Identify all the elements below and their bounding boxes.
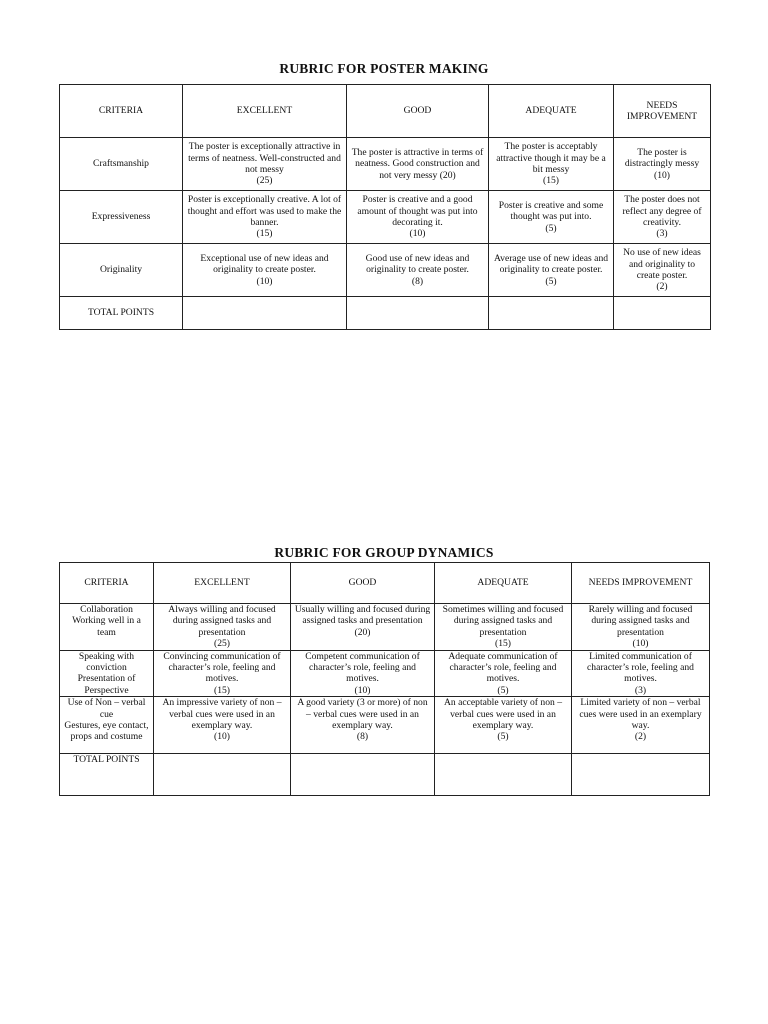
cell-description: An acceptable variety of non – verbal cues were used in an exemplary way. [443,697,562,732]
header-excellent: EXCELLENT [183,85,347,138]
total-good-cell [347,297,489,330]
cell-description: The poster is attractive in terms of neatness. Good construction and not very messy (20) [351,146,484,181]
cell-points: (3) [656,228,668,240]
header-good: GOOD [347,85,489,138]
excellent-cell [154,604,291,651]
excellent-cell [183,244,347,297]
poster-rubric-table [59,84,711,330]
good-cell [291,697,435,754]
total-points-label: TOTAL POINTS [60,754,154,796]
criteria-name: Collaboration [80,604,133,615]
total-points-row [60,297,711,330]
cell-description: Poster is creative and some thought was put into. [498,199,604,223]
adequate-cell [489,244,614,297]
cell-description: The poster does not reflect any degree of creativity. [622,194,702,228]
header-criteria: CRITERIA [60,563,154,604]
cell-description: Competent communication of character’s role, feeling and motives. [305,650,420,685]
cell-description: Adequate communication of character’s role, feeling and motives. [448,650,558,685]
total-adequate-cell [435,754,572,796]
adequate-cell [489,191,614,244]
excellent-cell [154,650,291,697]
adequate-cell [489,138,614,191]
criteria-detail: Gestures, eye contact, props and costume [64,720,149,743]
needs-improvement-cell [614,138,711,191]
good-cell [291,650,435,697]
poster-rubric-title: RUBRIC FOR POSTER MAKING [279,61,489,76]
criteria-detail: Presentation of Perspective [77,673,136,696]
needs-improvement-cell [614,244,711,297]
cell-description: Rarely willing and focused during assigned tasks and presentation [588,604,693,638]
total-excellent-cell [154,754,291,796]
cell-points: (10) [654,169,670,181]
cell-points: (15) [214,684,230,696]
cell-points: (2) [656,281,668,293]
cell-points: (10) [354,684,371,696]
table-header-row [60,85,711,138]
criteria-cell [60,650,154,697]
header-excellent: EXCELLENT [154,563,291,604]
cell-points: (5) [497,684,509,696]
cell-description: Always willing and focused during assigned tasks and presentation [168,604,276,638]
table-row [60,244,711,297]
cell-description: The poster is acceptably attractive though it may be a bit messy [496,141,606,175]
excellent-cell [154,697,291,754]
criteria-cell: Expressiveness [60,191,183,244]
cell-points: (10) [214,731,230,743]
criteria-cell [60,604,154,651]
cell-description: Limited communication of character’s role, feeling and motives. [587,650,694,685]
good-cell [291,604,435,651]
cell-description: Average use of new ideas and originality to create poster. [493,252,609,276]
needs-improvement-cell [572,650,710,697]
cell-description: A good variety (3 or more) of non – verbal cues were used in an exemplary way. [297,697,428,732]
header-needs-improvement: NEEDS IMPROVEMENT [614,85,711,138]
table-row [60,604,710,651]
total-needs-improvement-cell [572,754,710,796]
cell-points: (5) [545,222,557,234]
cell-description: Usually willing and focused during assigned tasks and presentation [294,604,431,627]
total-adequate-cell [489,297,614,330]
cell-description: Limited variety of non – verbal cues were used in an exemplary way. [579,697,702,732]
header-criteria: CRITERIA [60,85,183,138]
table-row [60,697,710,754]
header-adequate: ADEQUATE [489,85,614,138]
total-points-label: TOTAL POINTS [60,297,183,330]
cell-description: An impressive variety of non – verbal cues were used in an exemplary way. [162,697,282,732]
table-header-row [60,563,710,604]
cell-description: Convincing communication of character’s role, feeling and motives. [163,650,281,685]
criteria-cell: Craftsmanship [60,138,183,191]
header-needs-improvement: NEEDS IMPROVEMENT [572,563,710,604]
total-points-row [60,754,710,796]
header-good: GOOD [291,563,435,604]
cell-points: (10) [256,275,273,287]
cell-points: (8) [411,275,424,287]
criteria-cell [60,697,154,754]
cell-points: (5) [545,275,557,287]
total-needs-improvement-cell [614,297,711,330]
cell-description: Poster is exceptionally creative. A lot of thought and effort was used to make the banner. [187,194,342,228]
cell-description: Poster is creative and a good amount of thought was put into decorating it. [357,194,478,228]
good-cell [347,191,489,244]
total-excellent-cell [183,297,347,330]
needs-improvement-cell [614,191,711,244]
cell-description: Good use of new ideas and originality to create poster. [365,252,470,276]
cell-description: No use of new ideas and originality to create poster. [623,247,701,281]
needs-improvement-cell [572,697,710,754]
good-cell [347,138,489,191]
excellent-cell [183,138,347,191]
criteria-detail: Working well in a team [72,615,141,638]
total-good-cell [291,754,435,796]
needs-improvement-cell [572,604,710,651]
group-rubric-title: RUBRIC FOR GROUP DYNAMICS [274,545,494,560]
adequate-cell [435,697,572,754]
adequate-cell [435,604,572,651]
cell-description: Exceptional use of new ideas and originality to create poster. [200,252,329,276]
table-row [60,650,710,697]
cell-points: (8) [356,731,369,743]
cell-points: (15) [543,175,559,187]
table-row [60,138,711,191]
criteria-cell: Originality [60,244,183,297]
cell-description: The poster is exceptionally attractive in terms of neatness. Well-constructed and not messy [188,141,341,175]
cell-points: (25) [256,175,273,187]
cell-points: (25) [214,638,230,650]
cell-points: (3) [634,684,647,696]
cell-points: (10) [409,228,426,240]
cell-description: The poster is distractingly messy [624,146,700,170]
criteria-name: Speaking with conviction [78,650,135,674]
cell-points: (15) [256,228,273,240]
cell-points: (15) [495,638,511,650]
excellent-cell [183,191,347,244]
header-adequate: ADEQUATE [435,563,572,604]
table-row [60,191,711,244]
criteria-name: Use of Non – verbal cue [67,697,146,720]
cell-points: (2) [634,731,647,743]
cell-description: Sometimes willing and focused during assigned tasks and presentation [442,604,564,638]
cell-points: (5) [497,731,509,743]
group-rubric-table [59,562,710,796]
cell-points: (20) [354,626,371,638]
adequate-cell [435,650,572,697]
good-cell [347,244,489,297]
cell-points: (10) [632,638,649,650]
